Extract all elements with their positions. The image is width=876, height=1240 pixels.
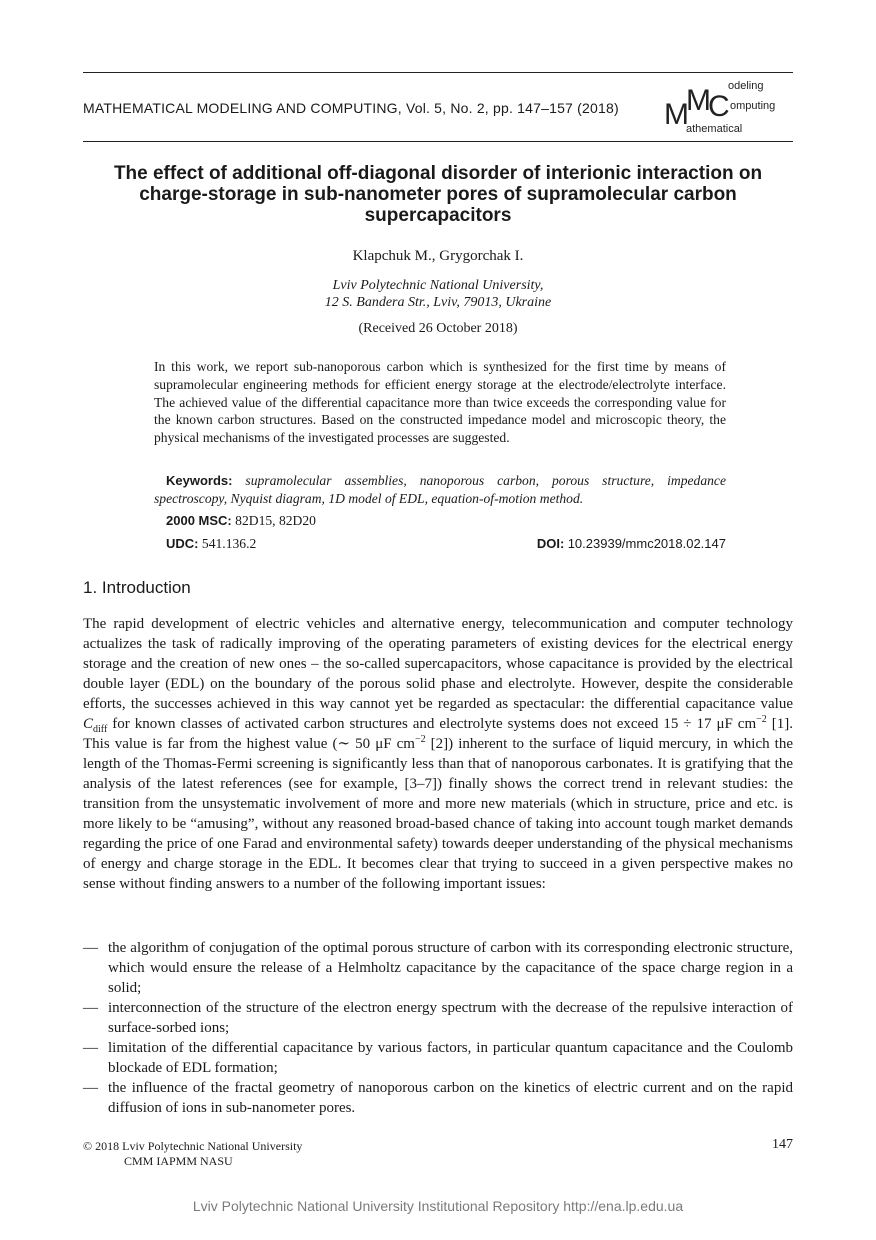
authors: Klapchuk M., Grygorchak I. [352,248,524,264]
logo-letter-c: C [708,90,730,123]
page-number: 147 [772,1137,793,1152]
logo-word-odeling: odeling [728,80,764,92]
udc-value: 541.136.2 [201,536,257,551]
keywords-label: Keywords: [166,473,233,488]
doi-label: DOI: [536,536,565,551]
footer-copyright [83,1139,302,1169]
list-dash: — [83,1000,98,1016]
cdiff-subscript: diff [93,724,108,735]
msc-value: 82D15, 82D20 [235,513,316,528]
logo-word-athematical: athematical [686,123,743,135]
list-item: — the algorithm of conjugation of the optimal porous structure of carbon with its corresponding electronic structure, which would ensure the release of a Helmholtz capacitance by the capacitance of the space charge region in a solid; [83,940,793,996]
keywords [154,472,726,508]
list-dash: — [83,1080,98,1096]
intro-text-2: for known classes of activated carbon structures and electrolyte systems does not exceed 15 ÷ 17 μF cm [112,716,757,732]
unit-exponent-1: −2 [756,714,767,725]
udc-code [166,536,256,552]
keywords-value: supramolecular assemblies, nanoporous carbon, porous structure, impedance spectroscopy, Nyquist diagram, 1D model of EDL, equation-of-motion method. [154,473,726,506]
list-item: — interconnection of the structure of the electron energy spectrum with the decrease of the repulsive interaction of surface-sorbed ions; [83,1000,793,1036]
publisher-line: CMM IAPMM NASU [124,1154,233,1168]
list-dash: — [83,1040,98,1056]
section-number: 1. [83,578,98,597]
affiliation-line-2: 12 S. Bandera Str., Lviv, 79013, Ukraine [324,295,552,310]
repository-footer: Lviv Polytechnic National University Institutional Repository http://ena.lp.edu.ua [192,1198,684,1214]
issues-list [83,938,793,1118]
msc-label: 2000 MSC: [166,513,232,528]
introduction-paragraph [83,614,793,894]
udc-label: UDC: [166,536,199,551]
cdiff-symbol: C [83,716,94,732]
section-title: Introduction [101,578,191,597]
list-item: — limitation of the differential capacitance by various factors, in particular quantum capacitance and the Coulomb blockade of EDL formation; [83,1040,793,1076]
list-item: — the influence of the fractal geometry of nanoporous carbon on the kinetics of electric current and on the rapid diffusion of ions in sub-nanometer pores. [83,1080,793,1116]
journal-citation: MATHEMATICAL MODELING AND COMPUTING, Vol. 5, No. 2, pp. 147–157 (2018) [83,100,619,116]
affiliation-line-1: Lviv Polytechnic National University, [332,278,544,293]
doi [537,536,726,552]
journal-logo [664,78,796,136]
logo-letter-m1: M [664,98,689,131]
header-rule-top [83,72,793,73]
logo-word-omputing: omputing [730,100,776,112]
affiliation [83,277,793,311]
paper-title: The effect of additional off-diagonal disorder of interionic interaction on charge-storage in sub-nanometer pores of supramolecular carbon supercapacitors [113,163,763,226]
intro-text-4: [2]) inherent to the surface of liquid mercury, in which the length of the Thomas-Fermi screening is significantly less than that of nanoporous carbonates. It is gratifying that the analysis of the latest references (see for example, [3–7]) finally shows the correct trend in relevant studies: the transition from the unsystematic involvement of more and more new materials (which in structure, price and etc. is more likely to be “amusing”, without any reasoned broad-based chance of taking into account tough market demands regarding the price of one Farad and environmental safety) towards deeper understanding of the physical mechanisms of energy and charge storage in the EDL. It becomes clear that trying to succeed in a given perspective makes no sense without finding answers to a number of the following important issues: [83,736,794,892]
intro-text-3: [1]. This value is far from the highest value (∼ 50 μF cm [83,716,793,752]
list-dash: — [83,940,98,956]
copyright-line: © 2018 Lviv Polytechnic National University [83,1139,303,1153]
doi-link[interactable]: 10.23939/mmc2018.02.147 [567,536,726,551]
header-rule-bottom [83,141,793,142]
msc-code [166,513,316,529]
unit-exponent-2: −2 [414,734,426,745]
abstract: In this work, we report sub-nanoporous carbon which is synthesized for the first time by means of supramolecular engineering methods for efficient energy storage at the electrode/electrolyte interface. The achieved value of the differential capacitance more than twice exceeds the corresponding value for the known carbon structures. Based on the constructed impedance model and microscopic theory, the physical mechanisms of the investigated processes are suggested. [154,359,726,446]
received-date: (Received 26 October 2018) [358,321,518,336]
section-heading-introduction [83,578,191,598]
intro-text-1: The rapid development of electric vehicles and alternative energy, telecommunication and computer technology actualizes the task of radically improving of the operating parameters of existing devices for the electrical energy storage and the creation of new ones – the so-called supercapacitors, whose capacitance is provided by the electrical double layer (EDL) on the boundary of the porous solid phase and electrolyte. However, despite the considerable efforts, the successes achieved in this way cannot yet be regarded as spectacular: the differential capacitance value [83,616,793,712]
logo-letter-m2: M [686,84,711,117]
